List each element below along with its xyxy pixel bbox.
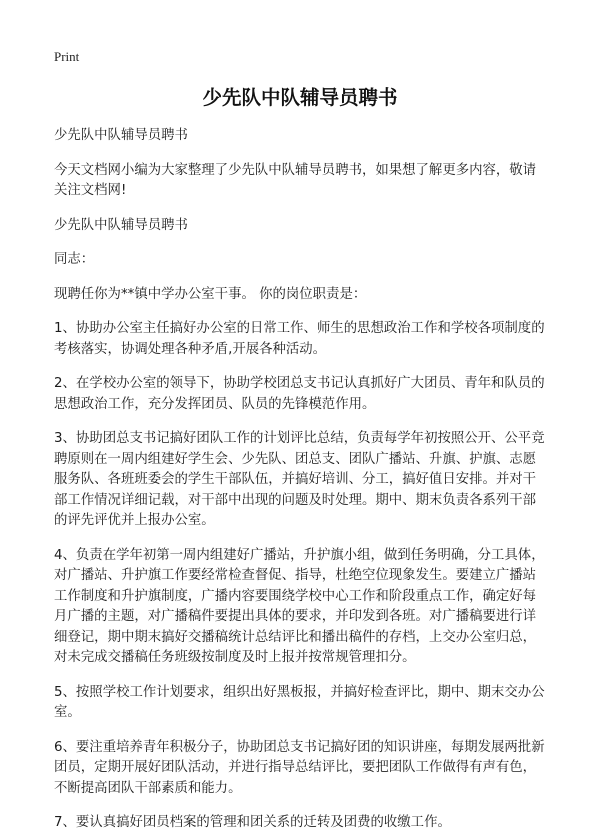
- paragraph-duty-5: 5、按照学校工作计划要求，组织出好黑板报，并搞好检查评比，期中、期末交办公室。: [54, 684, 545, 720]
- paragraph-duty-1: 1、协助办公室主任搞好办公室的日常工作、师生的思想政治工作和学校各项制度的考核落实，协调处理各种矛盾,开展各种活动。: [54, 321, 545, 357]
- document-body: [54, 126, 546, 834]
- paragraph-heading: 少先队中队辅导员聘书: [54, 217, 188, 233]
- paragraph-duty-4: 4、负责在学年初第一周内组建好广播站，升护旗小组，做到任务明确，分工具体，对广播站、升护旗工作要经常检查督促、指导，杜绝空位现象发生。要建立广播站工作制度和升护旗制度，广播内容要围绕学校中心工作和阶段重点工作，确定好每月广播的主题，对广播稿件要提出具体的要求，并印发到各班。对广播稿要进行详细登记，期中期末搞好交播稿统计总结评比和播出稿件的存档，上交办公室归总，对未完成交播稿任务班级按制度及时上报并按常规管理扣分。: [54, 547, 545, 665]
- paragraph-salutation: 同志：: [54, 252, 95, 267]
- paragraph-duty-2: 2、在学校办公室的领导下，协助学校团总支书记认真抓好广大团员、青年和队员的思想政治工作，充分发挥团员、队员的先锋模范作用。: [54, 376, 545, 412]
- paragraph-appointment: 现聘任你为**镇中学办公室干事。 你的岗位职责是：: [54, 286, 367, 302]
- paragraph-duty-6: 6、要注重培养青年积极分子，协助团总支书记搞好团的知识讲座，每期发展两批新团员，定期开展好团队活动，并进行指导总结评比，要把团队工作做得有声有色，不断提高团队干部素质和能力。: [54, 739, 545, 796]
- paragraph-intro: 今天文档网小编为大家整理了少先队中队辅导员聘书，如果想了解更多内容，敬请关注文档网!: [54, 162, 537, 198]
- print-link[interactable]: Print: [54, 49, 80, 64]
- paragraph-duty-7: 7、要认真搞好团员档案的管理和团关系的迁转及团费的收缴工作。: [54, 815, 451, 830]
- paragraph-subtitle: 少先队中队辅导员聘书: [54, 128, 188, 143]
- document-title: 少先队中队辅导员聘书: [202, 86, 398, 109]
- paragraph-duty-3: 3、协助团总支书记搞好团队工作的计划评比总结，负责每学年初按照公开、公平竞聘原则在一周内组建好学生会、少先队、团总支、团队广播站、升旗、护旗、志愿服务队、各班班委会的学生干部队伍，并搞好培训、分工，搞好值日安排。并对干部工作情况详细记载，对干部中出现的问题及时处理。期中、期末负责各系列干部的评先评优并上报办公室。: [54, 431, 545, 528]
